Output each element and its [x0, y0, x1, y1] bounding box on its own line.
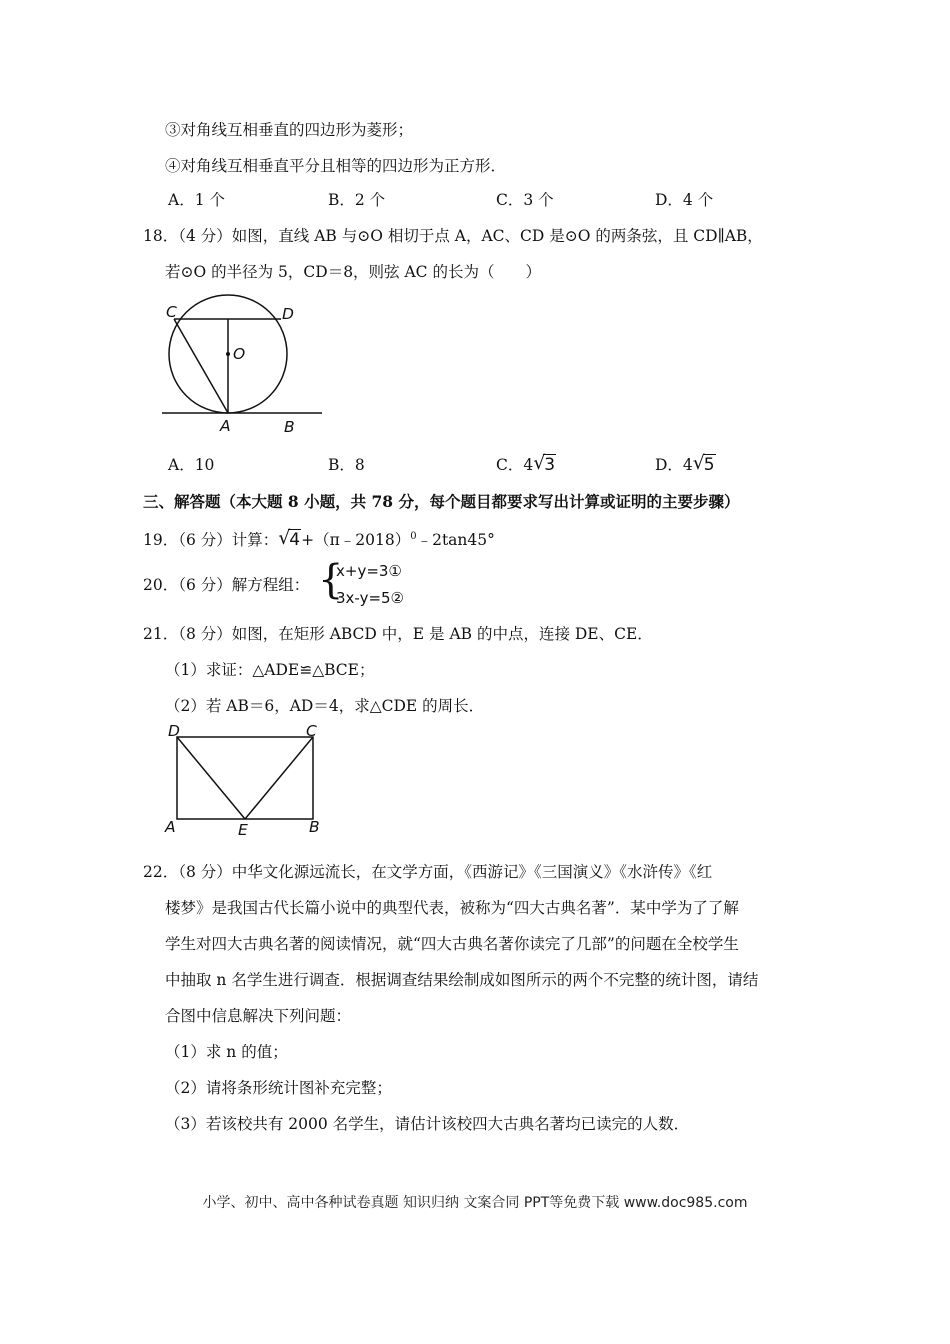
q22-part2: （2）请将条形统计图补充完整；	[165, 1079, 392, 1097]
q18-chord-ac	[174, 319, 228, 413]
q20-brace: {	[318, 557, 344, 603]
q18-option-c-prefix: C．4	[496, 456, 534, 474]
q18-option-d-sqrt: √ 5	[692, 452, 715, 475]
q21-label-c: C	[306, 722, 317, 740]
q19-prefix: 19．（6 分）计算：	[143, 531, 279, 550]
q22-part1: （1）求 n 的值；	[165, 1043, 288, 1061]
q18-label-d: D	[282, 305, 294, 323]
q17-item4: ④对角线互相垂直平分且相等的四边形为正方形．	[165, 157, 507, 175]
q22-line4: 中抽取 n 名学生进行调查．根据调查结果绘制成如图所示的两个不完整的统计图，请结	[165, 971, 759, 989]
q21-line1: 21．（8 分）如图，在矩形 ABCD 中，E 是 AB 的中点，连接 DE、CE．	[143, 625, 653, 643]
q18-label-c: C	[166, 303, 177, 321]
q20-prefix: 20．（6 分）解方程组：	[143, 576, 310, 594]
q18-line1: 18．（4 分）如图，直线 AB 与⊙O 相切于点 A，AC、CD 是⊙O 的两条弦，且 CD∥AB，	[143, 227, 763, 245]
q19-radicand: 4	[289, 530, 301, 551]
q18-label-b: B	[284, 418, 295, 436]
q21-rectangle-figure	[170, 732, 320, 832]
q20-eq2: 3x-y=5②	[336, 589, 405, 607]
q18-circle-figure	[162, 298, 332, 438]
q17-option-a: A．1 个	[168, 191, 225, 209]
q18-option-c	[496, 452, 556, 475]
q21-label-a: A	[165, 818, 176, 836]
q18-option-c-sqrt: √ 3	[533, 452, 556, 475]
q18-option-c-radicand: 3	[544, 455, 556, 475]
q19	[143, 527, 495, 550]
q18-label-o: O	[233, 345, 246, 363]
q22-part3: （3）若该校共有 2000 名学生，请估计该校四大古典名著均已读完的人数．	[165, 1115, 690, 1133]
q21-part1: （1）求证：△ADE≌△BCE；	[165, 661, 375, 679]
q21-rectangle-abcd	[177, 737, 313, 819]
q21-label-e: E	[238, 821, 248, 839]
q18-option-d-radicand: 5	[703, 455, 715, 475]
q21-segment-ce	[245, 737, 313, 819]
q17-item3: ③对角线互相垂直的四边形为菱形；	[165, 121, 414, 139]
q20-eq1: x+y=3①	[336, 562, 402, 580]
q22-line1: 22．（8 分）中华文化源远流长，在文学方面，《西游记》《三国演义》《水浒传》《红	[143, 863, 713, 881]
q18-label-a: A	[220, 417, 231, 435]
q17-option-c: C．3 个	[496, 191, 554, 209]
q18-line2: 若⊙O 的半径为 5，CD＝8，则弦 AC 的长为（ ）	[165, 263, 541, 281]
q21-label-d: D	[168, 722, 180, 740]
q22-line2: 楼梦》是我国古代长篇小说中的典型代表，被称为“四大古典名著”．某中学为了了解	[165, 899, 739, 917]
q19-rest: +（π﹣2018）	[301, 531, 411, 550]
q21-part2: （2）若 AB＝6，AD＝4，求△CDE 的周长．	[165, 697, 485, 715]
q18-option-b: B．8	[328, 456, 365, 474]
q19-exponent: 0	[410, 531, 417, 542]
q21-segment-de	[177, 737, 245, 819]
q18-option-d	[655, 452, 716, 475]
q18-option-d-prefix: D．4	[655, 456, 693, 474]
q18-option-a: A．10	[168, 456, 215, 474]
q21-label-b: B	[309, 818, 320, 836]
q19-sqrt: √ 4	[278, 527, 301, 551]
q19-tail: ﹣2tan45°	[416, 531, 495, 550]
section-3-heading: 三、解答题（本大题 8 小题，共 78 分，每个题目都要求写出计算或证明的主要步骤）	[143, 492, 740, 511]
q22-line3: 学生对四大古典名著的阅读情况，就“四大古典名著你读完了几部”的问题在全校学生	[165, 935, 739, 953]
q17-option-b: B．2 个	[328, 191, 386, 209]
q17-option-d: D．4 个	[655, 191, 714, 209]
q22-line5: 合图中信息解决下列问题：	[165, 1007, 352, 1025]
page-footer[interactable]: 小学、初中、高中各种试卷真题 知识归纳 文案合同 PPT等免费下载 www.doc985.com	[202, 1195, 748, 1211]
q18-center-dot	[226, 352, 230, 356]
